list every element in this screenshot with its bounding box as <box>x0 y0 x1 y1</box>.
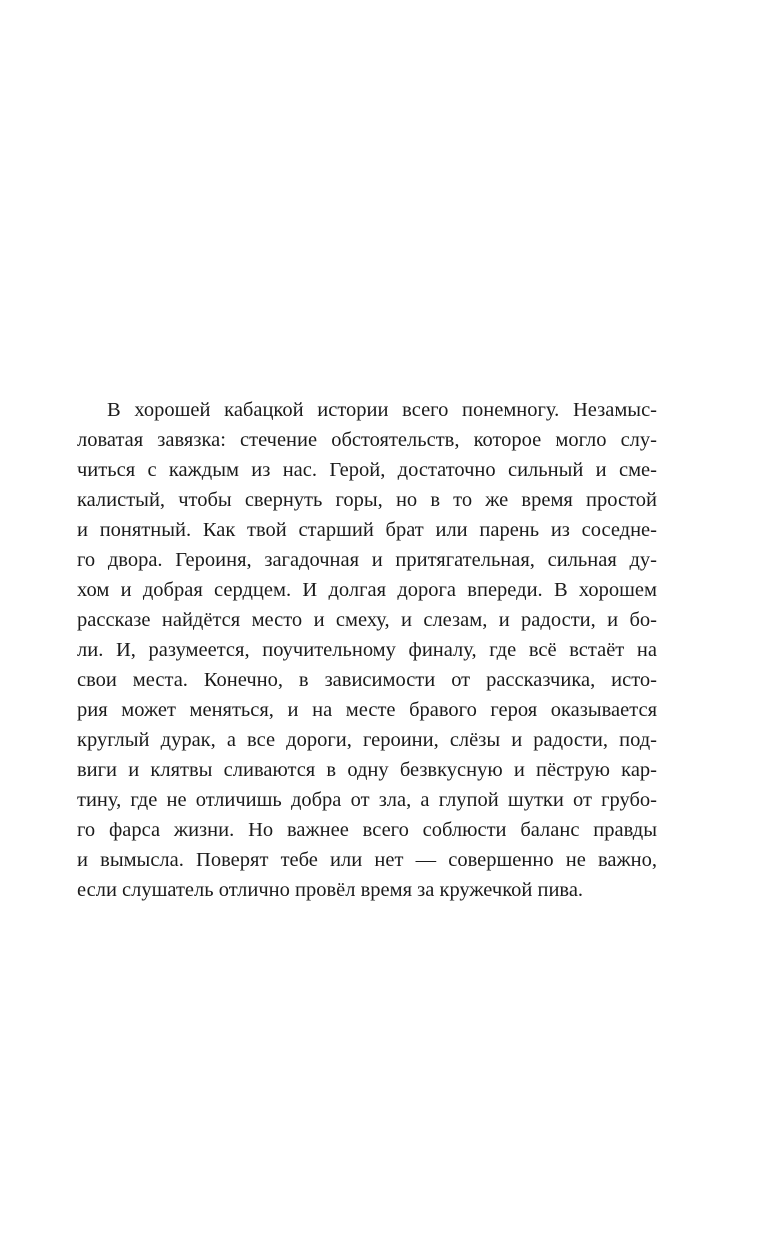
paragraph-line: и понятный. Как твой старший брат или парень из соседне- <box>77 519 657 541</box>
paragraph-line: свои места. Конечно, в зависимости от рассказчика, исто- <box>77 669 657 691</box>
paragraph-line: и вымысла. Поверят тебе или нет — совершенно не важно, <box>77 849 657 871</box>
paragraph-line: ли. И, разумеется, поучительному финалу, где всё встаёт на <box>77 639 657 661</box>
paragraph-line: хом и добрая сердцем. И долгая дорога впереди. В хорошем <box>77 579 657 601</box>
paragraph-line: го двора. Героиня, загадочная и притягательная, сильная ду- <box>77 549 657 571</box>
paragraph-line: читься с каждым из нас. Герой, достаточно сильный и сме- <box>77 459 657 481</box>
paragraph-line: тину, где не отличишь добра от зла, а глупой шутки от грубо- <box>77 789 657 811</box>
paragraph-line: В хорошей кабацкой истории всего понемногу. Незамыс- <box>107 399 657 421</box>
body-paragraph <box>77 395 657 905</box>
paragraph-line: круглый дурак, а все дороги, героини, слёзы и радости, под- <box>77 729 657 751</box>
paragraph-line: го фарса жизни. Но важнее всего соблюсти баланс правды <box>77 819 657 841</box>
paragraph-line: калистый, чтобы свернуть горы, но в то же время простой <box>77 489 657 511</box>
paragraph-line: виги и клятвы сливаются в одну безвкусную и пёструю кар- <box>77 759 657 781</box>
paragraph-line: рассказе найдётся место и смеху, и слезам, и радости, и бо- <box>77 609 657 631</box>
paragraph-line: если слушатель отлично провёл время за кружечкой пива. <box>77 879 584 901</box>
paragraph-line: рия может меняться, и на месте бравого героя оказывается <box>77 699 657 721</box>
paragraph-line: ловатая завязка: стечение обстоятельств, которое могло слу- <box>77 429 657 451</box>
